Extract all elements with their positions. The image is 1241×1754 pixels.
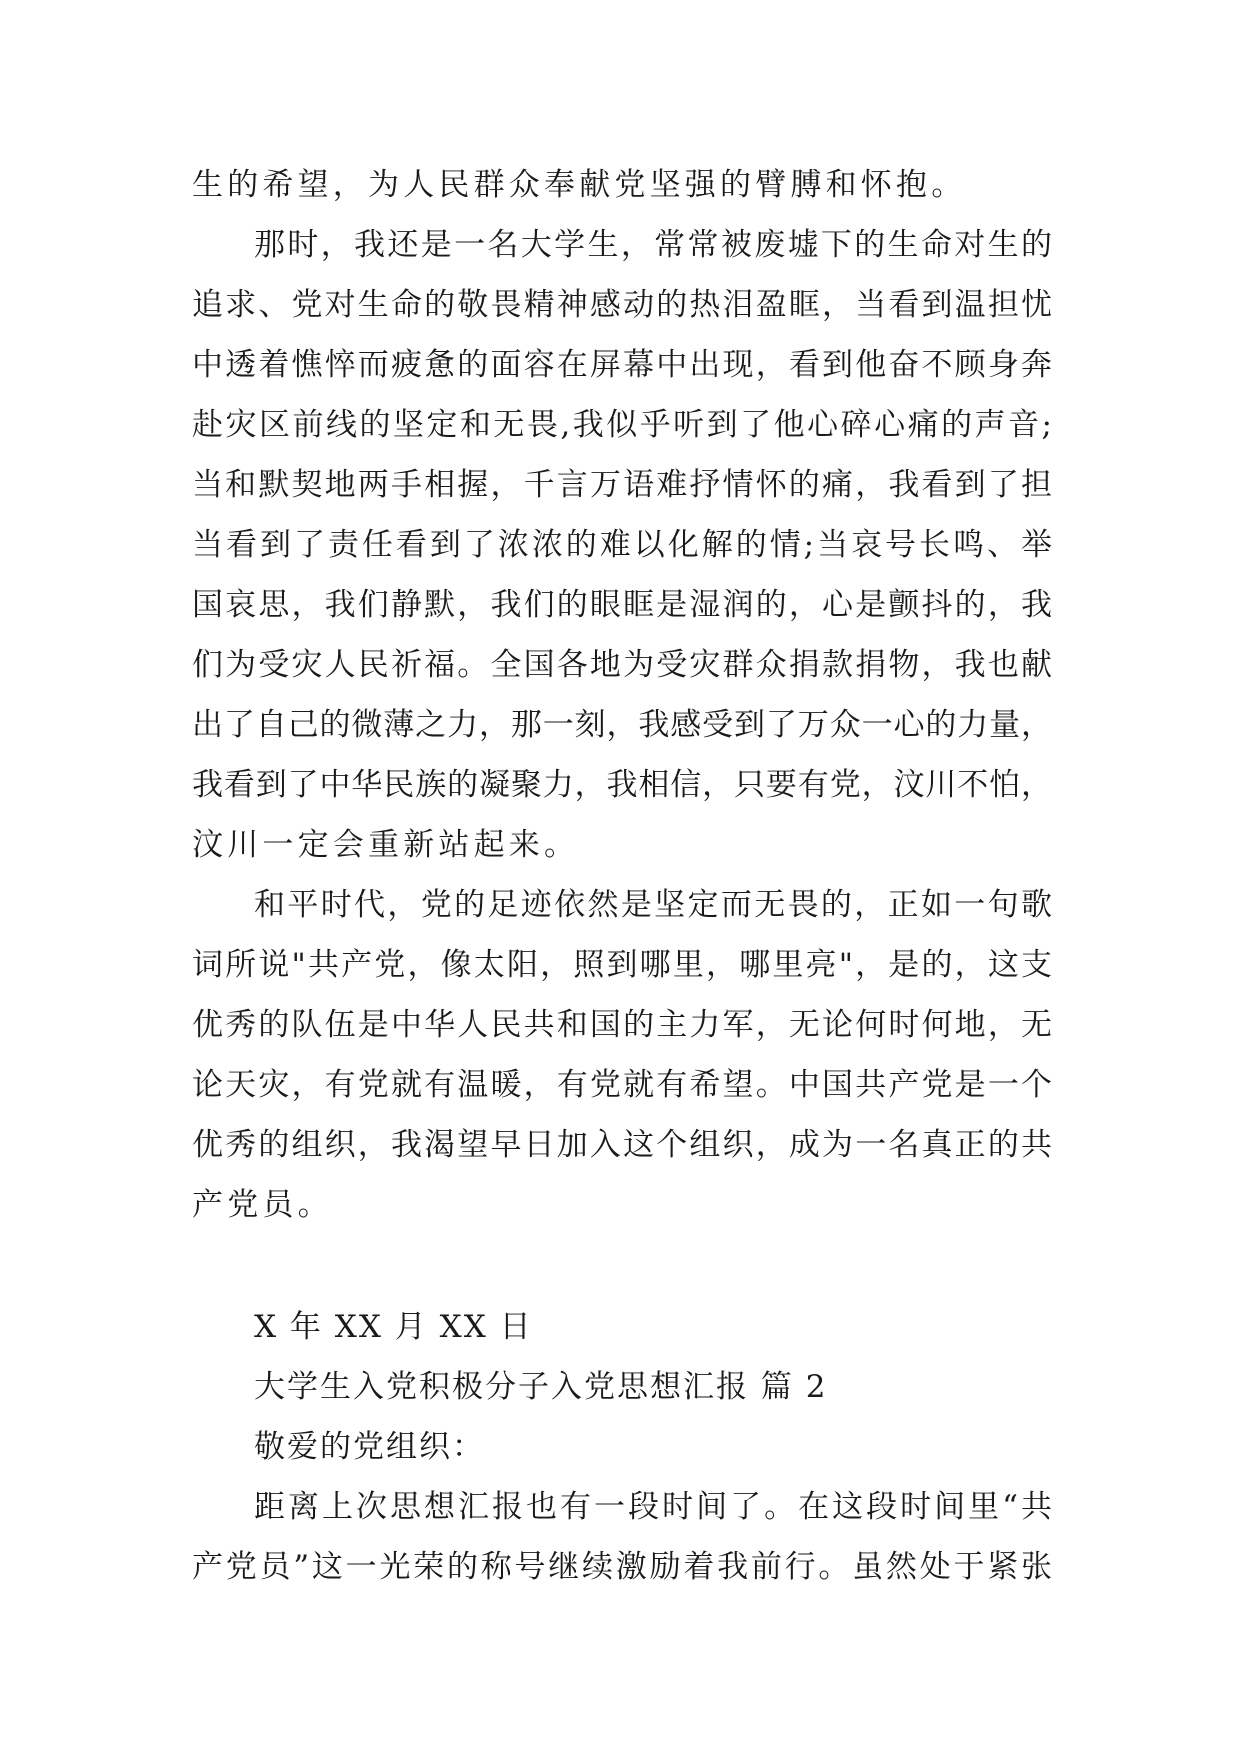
text-line: 论天灾，有党就有温暖，有党就有希望。中国共产党是一个 [192,1067,1052,1103]
text-line: 中透着憔悴而疲惫的面容在屏幕中出现，看到他奋不顾身奔 [192,347,1052,383]
blank-line [192,1235,1052,1297]
paragraph-start-line: 和平时代，党的足迹依然是坚定而无畏的，正如一句歌 [254,887,1052,923]
text-line: 国哀思，我们静默，我们的眼眶是湿润的，心是颤抖的，我 [192,587,1052,623]
document-page [192,155,1052,1597]
text-line: 追求、党对生命的敬畏精神感动的热泪盈眶，当看到温担忧 [192,287,1052,323]
salutation: 敬爱的党组织： [254,1429,485,1465]
text-line: 产党员。 [192,1187,333,1223]
text-line: 我看到了中华民族的凝聚力，我相信，只要有党，汶川不怕， [192,767,1052,803]
paragraph-start-line: 距离上次思想汇报也有一段时间了。在这段时间里“共 [254,1489,1052,1525]
text-line: 赴灾区前线的坚定和无畏,我似乎听到了他心碎心痛的声音; [192,407,1052,443]
paragraph-start-line: 那时，我还是一名大学生，常常被废墟下的生命对生的 [254,227,1052,263]
text-line: 优秀的组织，我渴望早日加入这个组织，成为一名真正的共 [192,1127,1052,1163]
text-line: 词所说"共产党，像太阳，照到哪里，哪里亮"，是的，这支 [192,947,1052,983]
date-line: X 年 XX 月 XX 日 [254,1309,533,1345]
text-line: 当看到了责任看到了浓浓的难以化解的情;当哀号长鸣、举 [192,527,1052,563]
text-line: 优秀的队伍是中华人民共和国的主力军，无论何时何地，无 [192,1007,1052,1043]
text-line: 们为受灾人民祈福。全国各地为受灾群众捐款捐物，我也献 [192,647,1052,683]
section-heading: 大学生入党积极分子入党思想汇报 篇 2 [254,1369,828,1405]
text-line: 当和默契地两手相握，千言万语难抒情怀的痛，我看到了担 [192,467,1052,503]
text-line: 产党员”这一光荣的称号继续激励着我前行。虽然处于紧张 [192,1549,1052,1585]
text-line: 生的希望，为人民群众奉献党坚强的臂膊和怀抱。 [192,167,967,203]
text-line: 出了自己的微薄之力，那一刻，我感受到了万众一心的力量， [192,707,1052,743]
text-line: 汶川一定会重新站起来。 [192,827,580,863]
